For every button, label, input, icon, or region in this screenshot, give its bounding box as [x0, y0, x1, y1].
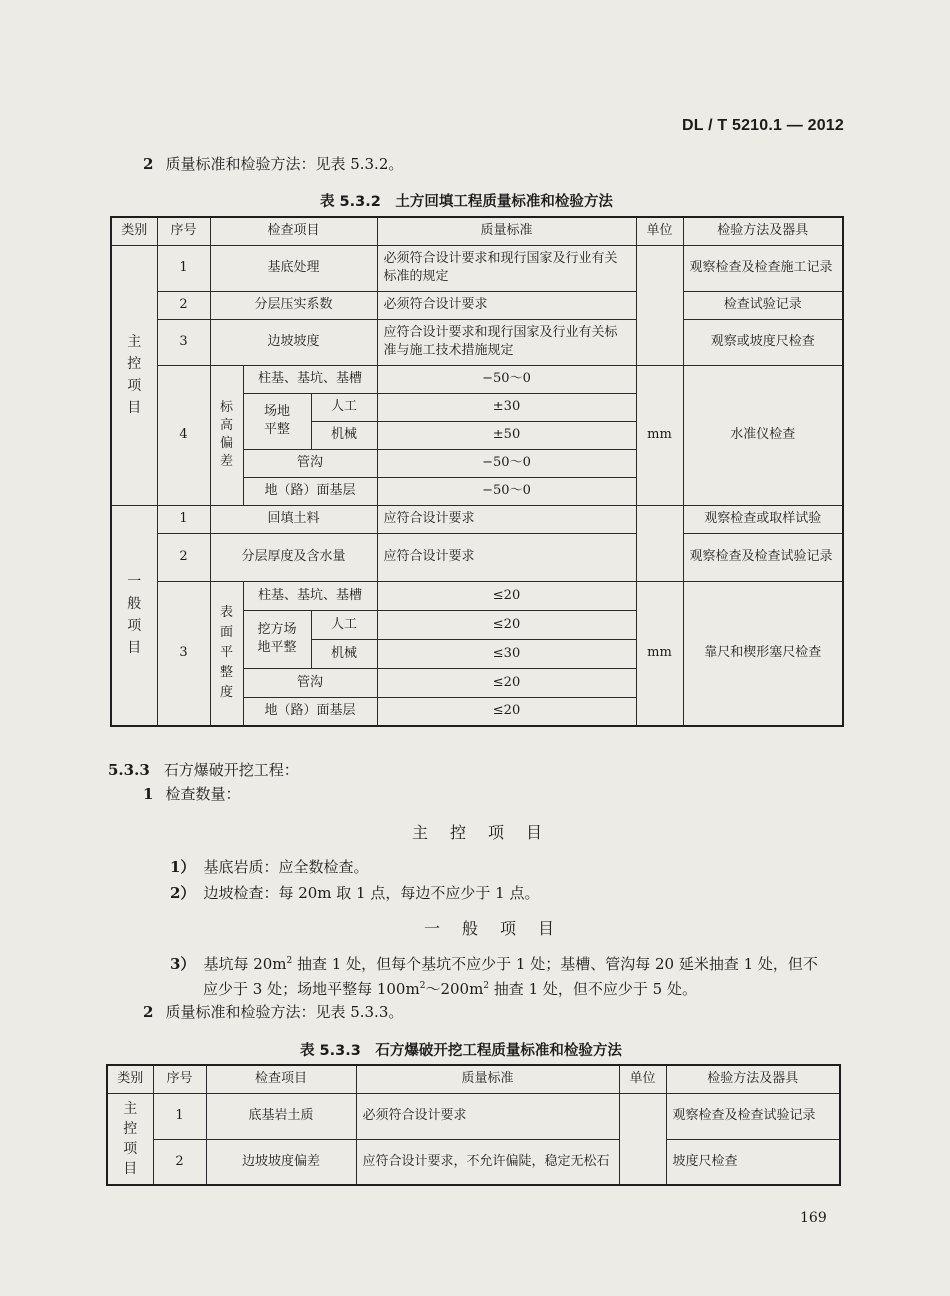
paragraph-check-quantity: [143, 783, 240, 804]
superscript: 2: [286, 956, 293, 966]
method-cell: 观察检查及检查施工记录: [683, 245, 843, 291]
header-standard: 质量标准: [377, 217, 636, 245]
table-row: [111, 581, 843, 610]
sub-item-cell: 柱基、基坑、基槽: [243, 365, 377, 393]
paragraph-number: 1: [143, 785, 154, 803]
method-cell: 观察或坡度尺检查: [683, 319, 843, 365]
header-standard: 质量标准: [356, 1065, 619, 1093]
sub-item-cell: 柱基、基坑、基槽: [243, 581, 377, 610]
surface-flatness-label: 表面平整度: [220, 605, 234, 701]
standard-cell: 应符合设计要求: [377, 505, 636, 533]
unit-cell: mm: [636, 581, 683, 726]
seq-cell: 1: [153, 1093, 206, 1139]
category-general: 一般项目: [127, 574, 142, 657]
sub-item-cell: 机械: [311, 421, 377, 449]
paragraph-number: 2: [143, 155, 154, 173]
table-5-3-2: [110, 216, 844, 727]
method-cell: 坡度尺检查: [666, 1139, 840, 1185]
list-item: [170, 882, 539, 903]
standard-cell: ≤20: [377, 610, 636, 639]
standard-cell: 应符合设计要求，不允许偏陡，稳定无松石: [356, 1139, 619, 1185]
table-row: [111, 365, 843, 393]
elevation-deviation-cell: [210, 365, 243, 505]
sub-item-cell: 地（路）面基层: [243, 477, 377, 505]
list-item-text: 抽查 1 处，但不应少于 5 处。: [489, 980, 697, 998]
list-item-number: 1）: [170, 858, 196, 876]
standard-cell: 应符合设计要求: [377, 533, 636, 581]
heading-main-items: 主控项目: [412, 823, 565, 842]
unit-cell: [636, 245, 683, 365]
elevation-deviation-label: 标高偏差: [220, 400, 234, 469]
table-row: [111, 505, 843, 533]
standard-cell: 必须符合设计要求: [377, 291, 636, 319]
standard-cell: 必须符合设计要求: [356, 1093, 619, 1139]
seq-cell: 1: [157, 505, 210, 533]
table-row: [111, 319, 843, 365]
header-method: 检验方法及器具: [666, 1065, 840, 1093]
item-cell: 边坡坡度偏差: [206, 1139, 356, 1185]
section-5-3-3: [108, 759, 299, 780]
method-cell: 水准仪检查: [683, 365, 843, 505]
item-cell: 回填土料: [210, 505, 377, 533]
paragraph-text: 质量标准和检验方法：见表 5.3.3。: [165, 1003, 404, 1021]
category-general-cell: [111, 505, 157, 726]
excavation-leveling-label: 挖方场地平整: [257, 622, 297, 655]
header-item: 检查项目: [206, 1065, 356, 1093]
method-cell: 观察检查及检查试验记录: [666, 1093, 840, 1139]
sub-item-cell: 人工: [311, 393, 377, 421]
sub-item-cell: 管沟: [243, 449, 377, 477]
page-number: 169: [800, 1210, 827, 1226]
method-cell: 靠尺和楔形塞尺检查: [683, 581, 843, 726]
header-unit: 单位: [619, 1065, 666, 1093]
list-item: [170, 856, 368, 877]
seq-cell: 1: [157, 245, 210, 291]
superscript: 2: [419, 981, 426, 991]
paragraph-quality-standard: [143, 153, 403, 174]
header-category: 类别: [111, 217, 157, 245]
table-row: [111, 533, 843, 581]
header-seq: 序号: [153, 1065, 206, 1093]
unit-cell: [619, 1093, 666, 1185]
header-category: 类别: [107, 1065, 153, 1093]
site-leveling-label: 场地平整: [263, 404, 290, 437]
standard-cell: ≤20: [377, 697, 636, 726]
paragraph-text: 质量标准和检验方法：见表 5.3.2。: [165, 155, 404, 173]
list-item-text: 应少于 3 处；场地平整每 100m: [203, 980, 420, 998]
header-item: 检查项目: [210, 217, 377, 245]
header-seq: 序号: [157, 217, 210, 245]
document-code: DL / T 5210.1 — 2012: [681, 117, 844, 134]
section-number: 5.3.3: [108, 761, 150, 779]
category-main: 主控项目: [127, 334, 142, 416]
standard-cell: ±30: [377, 393, 636, 421]
standard-cell: ±50: [377, 421, 636, 449]
list-item-text: 基底岩质：应全数检查。: [203, 858, 369, 876]
seq-cell: 4: [157, 365, 210, 505]
method-cell: 检查试验记录: [683, 291, 843, 319]
table-5-3-3: [106, 1064, 841, 1186]
item-cell: 基底处理: [210, 245, 377, 291]
sub-item-cell: 管沟: [243, 668, 377, 697]
method-cell: 观察检查及检查试验记录: [683, 533, 843, 581]
seq-cell: 3: [157, 319, 210, 365]
seq-cell: 2: [157, 533, 210, 581]
category-main-cell: [107, 1093, 153, 1185]
table-row: [111, 291, 843, 319]
table-5-3-2-caption: 表 5.3.2 土方回填工程质量标准和检验方法: [320, 194, 613, 210]
standard-cell: −50～0: [377, 477, 636, 505]
header-method: 检验方法及器具: [683, 217, 843, 245]
category-main: 主控项目: [123, 1100, 138, 1177]
table-header-row: [107, 1065, 840, 1093]
sub-item-cell: 人工: [311, 610, 377, 639]
method-cell: 观察检查或取样试验: [683, 505, 843, 533]
sub-item-cell: 地（路）面基层: [243, 697, 377, 726]
table-row: [111, 245, 843, 291]
site-leveling-cell: [243, 393, 311, 449]
table-row: [107, 1139, 840, 1185]
standard-cell: 应符合设计要求和现行国家及行业有关标准与施工技术措施规定: [377, 319, 636, 365]
seq-cell: 2: [157, 291, 210, 319]
list-item-text: 基坑每 20m: [203, 955, 287, 973]
header-unit: 单位: [636, 217, 683, 245]
item-cell: 分层压实系数: [210, 291, 377, 319]
list-item-text: ～200m: [425, 980, 484, 998]
surface-flatness-cell: [210, 581, 243, 726]
list-item: [170, 953, 818, 974]
list-item-text: 抽查 1 处，但每个基坑不应少于 1 处；基槽、管沟每 20 延米抽查 1 处，但不: [292, 955, 818, 973]
category-main-cell: [111, 245, 157, 505]
list-item-text: 边坡检查：每 20m 取 1 点，每边不应少于 1 点。: [203, 884, 540, 902]
seq-cell: 2: [153, 1139, 206, 1185]
list-item-number: 2）: [170, 884, 196, 902]
paragraph-number: 2: [143, 1003, 154, 1021]
item-cell: 底基岩土质: [206, 1093, 356, 1139]
seq-cell: 3: [157, 581, 210, 726]
paragraph-quality-standard-2: [143, 1001, 403, 1022]
item-cell: 分层厚度及含水量: [210, 533, 377, 581]
list-item-number: 3）: [170, 955, 196, 973]
standard-cell: ≤20: [377, 581, 636, 610]
item-cell: 边坡坡度: [210, 319, 377, 365]
superscript: 2: [483, 981, 490, 991]
paragraph-text: 检查数量：: [165, 785, 241, 803]
heading-general-items: 一般项目: [424, 919, 577, 938]
standard-cell: ≤20: [377, 668, 636, 697]
list-item-continuation: [203, 978, 697, 999]
section-title: 石方爆破开挖工程：: [163, 761, 299, 779]
table-row: [107, 1093, 840, 1139]
sub-item-cell: 机械: [311, 639, 377, 668]
standard-cell: ≤30: [377, 639, 636, 668]
unit-cell: mm: [636, 365, 683, 505]
table-5-3-3-caption: 表 5.3.3 石方爆破开挖工程质量标准和检验方法: [300, 1043, 622, 1059]
table-header-row: [111, 217, 843, 245]
standard-cell: −50～0: [377, 365, 636, 393]
standard-cell: −50～0: [377, 449, 636, 477]
standard-cell: 必须符合设计要求和现行国家及行业有关标准的规定: [377, 245, 636, 291]
excavation-leveling-cell: [243, 610, 311, 668]
unit-cell: [636, 505, 683, 581]
